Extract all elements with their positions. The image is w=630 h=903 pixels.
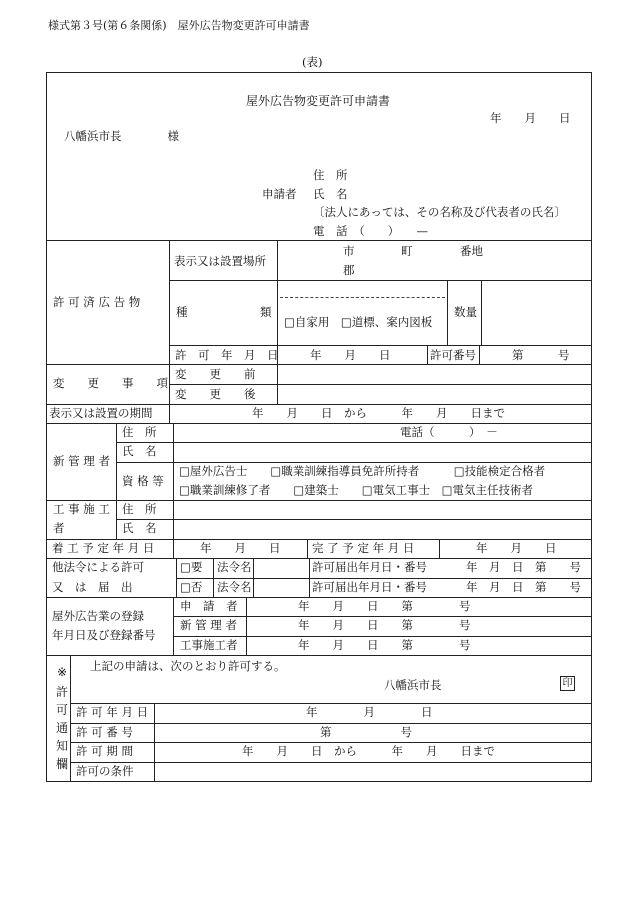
addressee: 八幡浜市長 様: [64, 129, 179, 143]
registration-new-manager-label: 新 管 理 者: [180, 618, 237, 632]
registration-contractor-label: 工事施工者: [180, 638, 238, 652]
document-title: 屋外広告物変更許可申請書: [246, 94, 391, 108]
display-period-value: 年 月 日 から 年 月 日まで: [252, 406, 505, 420]
notice-vertical-char-3: 通: [55, 721, 68, 735]
end-date-label: 完 了 予 定 年 月 日: [312, 541, 415, 555]
change-items-label: 変 更 事 項: [53, 376, 168, 390]
applicant-name-label: 氏 名: [313, 187, 348, 201]
notice-vertical-char-1: 許: [55, 685, 68, 699]
law-name-label-1: 法令名: [217, 560, 252, 574]
permit-date-label: 許 可 年 月 日: [175, 348, 279, 362]
applicant-phone: 電 話 （ ） —: [313, 224, 428, 238]
notice-vertical-char-5: 欄: [55, 757, 68, 771]
new-manager-phone: 電話（ ） －: [400, 425, 498, 439]
other-law-required: □要: [180, 560, 203, 574]
applicant-address-label: 住 所: [313, 168, 348, 182]
notice-mark: ※: [56, 665, 68, 679]
new-manager-name-label: 氏 名: [122, 444, 157, 458]
registration-label-2: 年月日及び登録番号: [52, 628, 156, 642]
qualifications-row-2: □職業訓練修了者 □建築士 □電気工事士 □電気主任技術者: [179, 483, 533, 497]
permit-number-label: 許可番号: [430, 348, 476, 362]
registration-applicant-label: 申 請 者: [180, 599, 238, 613]
location-county: 郡: [343, 263, 355, 277]
form-side-label: (表): [302, 55, 323, 69]
permitted-ad-label: 許 可 済 広 告 物: [53, 295, 141, 309]
law-name-label-2: 法令名: [217, 580, 252, 594]
notice-vertical-char-2: 可: [55, 703, 68, 717]
qualifications-row-1: □屋外広告士 □職業訓練指導員免許所持者 □技能検定合格者: [179, 464, 546, 478]
display-period-label: 表示又は設置の期間: [49, 406, 153, 420]
other-law-label-1: 他法令による許可: [52, 560, 144, 574]
notice-statement: 上記の申請は、次のとおり許可する。: [90, 659, 286, 673]
change-before-label: 変 更 前: [175, 367, 256, 381]
contractor-label-1: 工 事 施 工: [53, 502, 110, 516]
contractor-address-label: 住 所: [122, 502, 157, 516]
other-law-not-required: □否: [180, 580, 203, 594]
quantity-label: 数量: [454, 305, 477, 319]
new-manager-label: 新 管 理 者: [53, 454, 110, 468]
notice-mayor: 八幡浜市長: [384, 678, 442, 692]
location-city: 市: [343, 244, 355, 258]
notice-period-value: 年 月 日 から 年 月 日まで: [242, 744, 495, 758]
kind-label-b: 類: [260, 305, 272, 319]
notice-period-label: 許 可 期 間: [76, 744, 133, 758]
permit-date-value: 年 月 日: [310, 348, 391, 362]
kind-label-a: 種: [176, 305, 188, 319]
applicant-label: 申請者: [262, 187, 297, 201]
notice-vertical-char-4: 知: [55, 739, 68, 753]
registration-contractor-value: 年 月 日 第 号: [298, 638, 471, 652]
notice-date-value: 年 月 日: [306, 705, 433, 719]
new-manager-address-label: 住 所: [122, 425, 157, 439]
form-number: 様式第３号(第６条関係) 屋外広告物変更許可申請書: [48, 19, 310, 32]
notice-date-label: 許 可 年 月 日: [76, 705, 149, 719]
permit-number-value: 第 号: [512, 348, 570, 362]
location-label: 表示又は設置場所: [174, 254, 266, 268]
corporation-note: 〔法人にあっては、その名称及び代表者の氏名〕: [313, 205, 566, 219]
seal-mark: 印: [560, 676, 575, 691]
law-permit-value-2: 年 月 日 第 号: [466, 580, 581, 594]
notice-number-label: 許 可 番 号: [76, 725, 133, 739]
application-date: 年 月 日: [490, 111, 571, 125]
qualifications-label: 資 格 等: [122, 474, 164, 488]
law-permit-label-2: 許可届出年月日・番号: [312, 580, 427, 594]
registration-label-1: 屋外広告業の登録: [52, 609, 144, 623]
start-date-label: 着 工 予 定 年 月 日: [52, 541, 155, 555]
registration-new-manager-value: 年 月 日 第 号: [298, 618, 471, 632]
law-permit-label-1: 許可届出年月日・番号: [312, 560, 427, 574]
location-banchi: 番地: [460, 244, 483, 258]
change-after-label: 変 更 後: [175, 387, 256, 401]
start-date-value: 年 月 日: [200, 541, 281, 555]
location-town: 町: [401, 244, 413, 258]
kind-options: □自家用 □道標、案内図板: [284, 315, 433, 329]
contractor-name-label: 氏 名: [122, 521, 157, 535]
other-law-label-2: 又 は 届 出: [52, 580, 133, 594]
notice-number-value: 第 号: [320, 725, 412, 739]
contractor-label-2: 者: [53, 521, 65, 535]
end-date-value: 年 月 日: [476, 541, 557, 555]
registration-applicant-value: 年 月 日 第 号: [298, 599, 471, 613]
notice-conditions-label: 許可の条件: [76, 764, 134, 778]
law-permit-value-1: 年 月 日 第 号: [466, 560, 581, 574]
